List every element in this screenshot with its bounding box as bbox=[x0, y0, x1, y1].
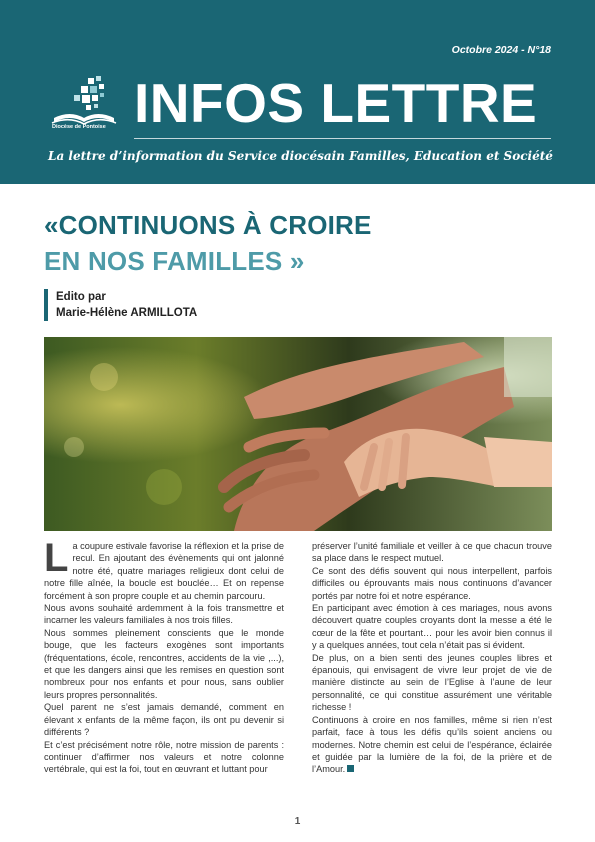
issue-label: Octobre 2024 - N°18 bbox=[451, 44, 551, 56]
byline-role: Edito par bbox=[56, 291, 106, 303]
article-paragraph: préserver l’unité familiale et veiller à ce que chacun trouve sa place dans le respect mutuel. bbox=[312, 541, 552, 564]
article-title-line2: EN NOS FAMILLES » bbox=[44, 246, 305, 276]
logo-caption: Diocèse de Pontoise bbox=[52, 124, 106, 130]
end-square-icon bbox=[347, 765, 354, 772]
article-title bbox=[44, 207, 372, 279]
article-paragraph: Nous sommes pleinement conscients que le monde bouge, que les facteurs exogènes sont importants (fréquentations, école, rencontres, accidents de la vie ,...), et que les dangers ainsi que les remises en question sont nombreux pour nos enfants et pour nous, sans oublier leurs propres personnalités. bbox=[44, 627, 284, 700]
byline bbox=[44, 289, 197, 321]
article-column-right bbox=[312, 540, 552, 776]
byline-author: Marie-Hélène ARMILLOTA bbox=[56, 307, 198, 319]
article-paragraph: En participant avec émotion à ces mariages, nous avons découvert quatre couples croyants dont la messe a été le cœur de la fête et pourtant… pour les avoir bien connus il y a quelques années, tout cela n’était pas si évident. bbox=[312, 603, 552, 651]
article-title-line1: «CONTINUONS À CROIRE bbox=[44, 210, 372, 240]
page-number: 1 bbox=[294, 816, 301, 827]
header-divider bbox=[134, 138, 551, 139]
article-paragraph: Nous avons souhaité ardemment à la fois transmettre et incarner les valeurs familiales à nos trois filles. bbox=[44, 603, 284, 626]
header-band bbox=[0, 0, 595, 184]
tagline: La lettre d’information du Service diocésain Familles, Education et Société bbox=[48, 149, 553, 163]
article-paragraph-last bbox=[312, 714, 552, 776]
paragraph-text: Continuons à croire en nos familles, même si rien n’est parfait, face à tous les défis qu’ils soient anciens ou modernes. Notre chemin est celui de l’espérance, éclairée et guidée par la lumière de la foi, de la prière et de l’Amour. bbox=[312, 714, 552, 775]
article-column-left bbox=[44, 536, 284, 776]
article-paragraph: Et c’est précisément notre rôle, notre mission de parents : continuer d’affirmer nos valeurs et notre colonne vertébrale, qui est la foi, tout en œuvrant et luttant pour bbox=[44, 739, 284, 775]
article-paragraph: Ce sont des défis souvent qui nous interpellent, parfois difficiles ou éprouvants mais nous continuons d’avancer portés par notre foi et notre espérance. bbox=[312, 565, 552, 601]
article-paragraph bbox=[44, 536, 284, 602]
masthead-title: INFOS LETTRE bbox=[134, 72, 538, 134]
paragraph-text: a coupure estivale favorise la réflexion et la prise de recul. En ajoutant des évènements qui ont jalonné notre été, quatre mariages religieux dont celui de notre fille aînée, la boucle est bouclée… Et on repense forcément à son propre couple et au chemin parcouru. bbox=[44, 541, 284, 601]
hands-photo bbox=[44, 337, 552, 531]
drop-cap: L bbox=[44, 536, 69, 580]
article-paragraph: Quel parent ne s’est jamais demandé, comment en élevant x enfants de la même façon, ils ont pu devenir si différents ? bbox=[44, 702, 284, 738]
article-paragraph: De plus, on a bien senti des jeunes couples libres et épanouis, qui envisagent de vivre leur projet de vie de manière distincte au sein de l’Eglise à l’aune de leur personnalité, ce qui constitue assurément une véritable richesse ! bbox=[312, 652, 552, 713]
